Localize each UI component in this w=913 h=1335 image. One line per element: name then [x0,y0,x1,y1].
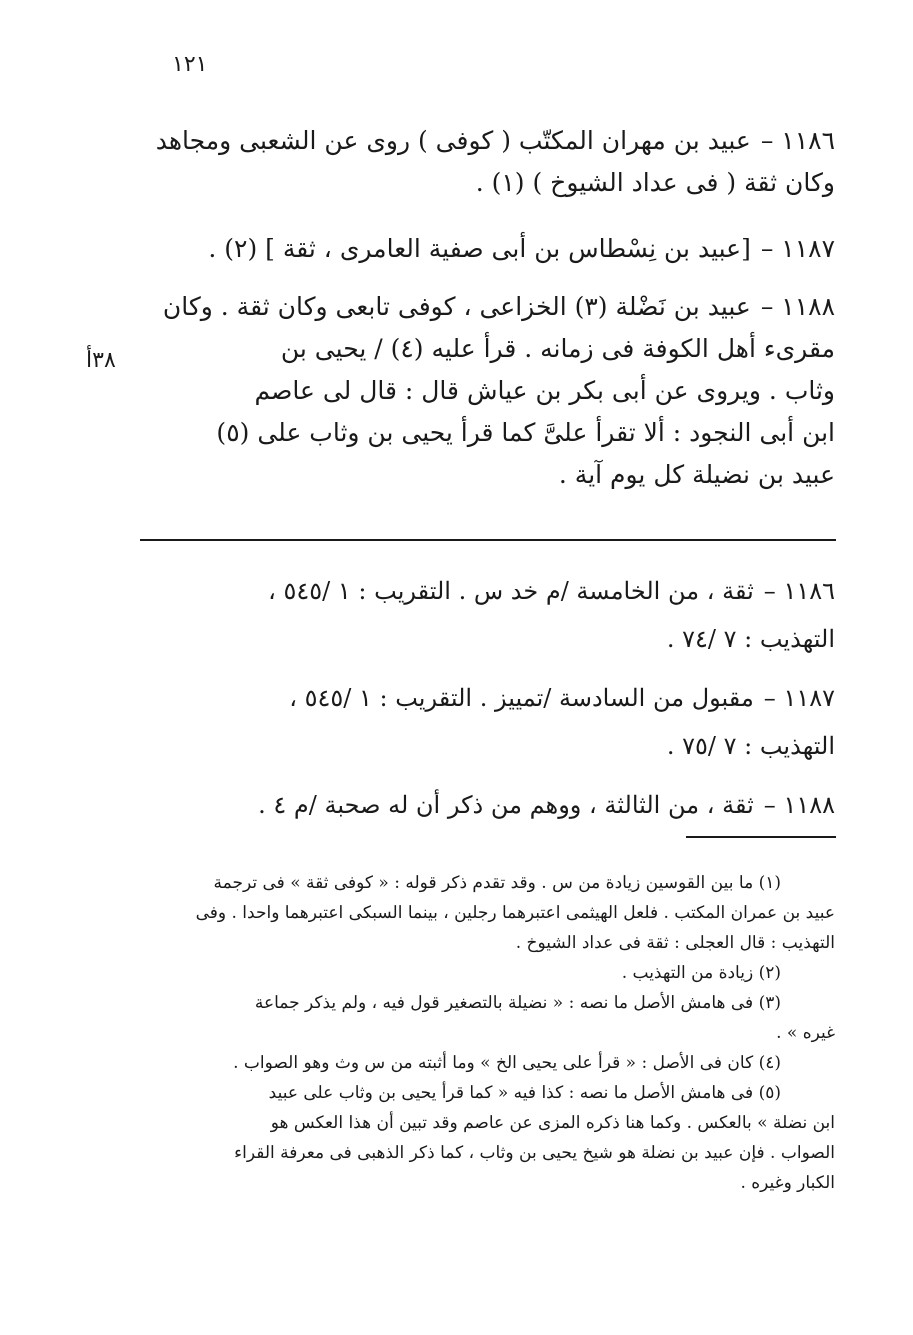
entry-line: مقرىء أهل الكوفة فى زمانه . قرأ عليه (٤) / يحيى بن [280,334,835,363]
biography-entry-1186 [135,120,835,204]
footnote-line: الكبار وغيره . [740,1173,835,1193]
entry-line: وثاب . ويروى عن أبى بكر بن عياش قال : قال لى عاصم [254,376,835,405]
entry-line: عبيد بن نضيلة كل يوم آية . [558,460,835,489]
footnote-divider [686,836,836,838]
entry-number: ١١٨٧ – [760,234,835,263]
footnote-line: التهذيب : قال العجلى : ثقة فى عداد الشيوخ . [515,933,835,953]
entry-line: ١١٨٧ –[عبيد بن نِسْطاس بن أبى صفية العامرى ، ثقة ] (٢) . [208,234,835,263]
commentary-line: ١١٨٨ –ثقة ، من الثالثة ، ووهم من ذكر أن له صحبة /م ٤ . [258,791,835,819]
commentary-number: ١١٨٧ – [763,684,835,712]
footnotes [135,868,835,1198]
entry-line: وكان ثقة ( فى عداد الشيوخ ) (١) . [475,168,835,197]
footnote-line: (٤) كان فى الأصل : « قرأ على يحيى الخ » وما أثبته من س وث وهو الصواب . [233,1053,781,1073]
footnote-line: (٣) فى هامش الأصل ما نصه : « نضيلة بالتصغير قول فيه ، ولم يذكر جماعة [254,993,781,1013]
entry-number: ١١٨٦ – [760,126,835,155]
commentary-line: ١١٨٧ –مقبول من السادسة /تمييز . التقريب : ١ /٥٤٥ ، [289,684,835,712]
entry-line: ابن أبى النجود : ألا تقرأ علىَّ كما قرأ يحيى بن وثاب على (٥) [216,418,835,447]
biography-entry-1188 [135,286,835,496]
footnote-4 [135,1048,835,1078]
footnote-line: (١) ما بين القوسين زيادة من س . وقد تقدم ذكر قوله : « كوفى ثقة » فى ترجمة [213,873,781,893]
footnote-5 [135,1078,835,1198]
commentary-line: ١١٨٦ –ثقة ، من الخامسة /م خد س . التقريب : ١ /٥٤٥ ، [268,577,835,605]
commentary-number: ١١٨٨ – [763,791,835,819]
entry-line: ١١٨٦ –عبيد بن مهران المكتّب ( كوفى ) روى عن الشعبى ومجاهد [155,126,835,155]
footnote-line: غيره » . [776,1023,835,1043]
commentary-entry-1187 [135,674,835,770]
footnote-line: عبيد بن عمران المكتب . فلعل الهيثمى اعتبرهما رجلين ، بينما السبكى اعتبرهما واحدا . وفى [195,903,835,923]
entry-number: ١١٨٨ – [760,292,835,321]
commentary-line: التهذيب : ٧ /٧٤ . [666,625,835,653]
footnote-line: ابن نضلة » بالعكس . وكما هنا ذكره المزى عن عاصم وقد تبين أن هذا العكس هو [270,1113,835,1133]
manuscript-folio-marker: ٣٨أ [86,348,116,373]
footnote-3 [135,988,835,1048]
page-number: ١٢١ [172,52,208,77]
section-divider [140,539,836,541]
footnote-1 [135,868,835,958]
biography-entry-1187 [135,228,835,270]
footnote-line: (٥) فى هامش الأصل ما نصه : كذا فيه « كما قرأ يحيى بن وثاب على عبيد [268,1083,781,1103]
commentary-line: التهذيب : ٧ /٧٥ . [666,732,835,760]
footnote-line: الصواب . فإن عبيد بن نضلة هو شيخ يحيى بن وثاب ، كما ذكر الذهبى فى معرفة القراء [234,1143,835,1163]
commentary-number: ١١٨٦ – [763,577,835,605]
entry-line: ١١٨٨ –عبيد بن نَضْلة (٣) الخزاعى ، كوفى تابعى وكان ثقة . وكان [162,292,835,321]
commentary-entry-1186 [135,567,835,663]
footnote-2 [135,958,835,988]
footnote-line: (٢) زيادة من التهذيب . [621,963,781,983]
commentary-entry-1188 [135,781,835,829]
